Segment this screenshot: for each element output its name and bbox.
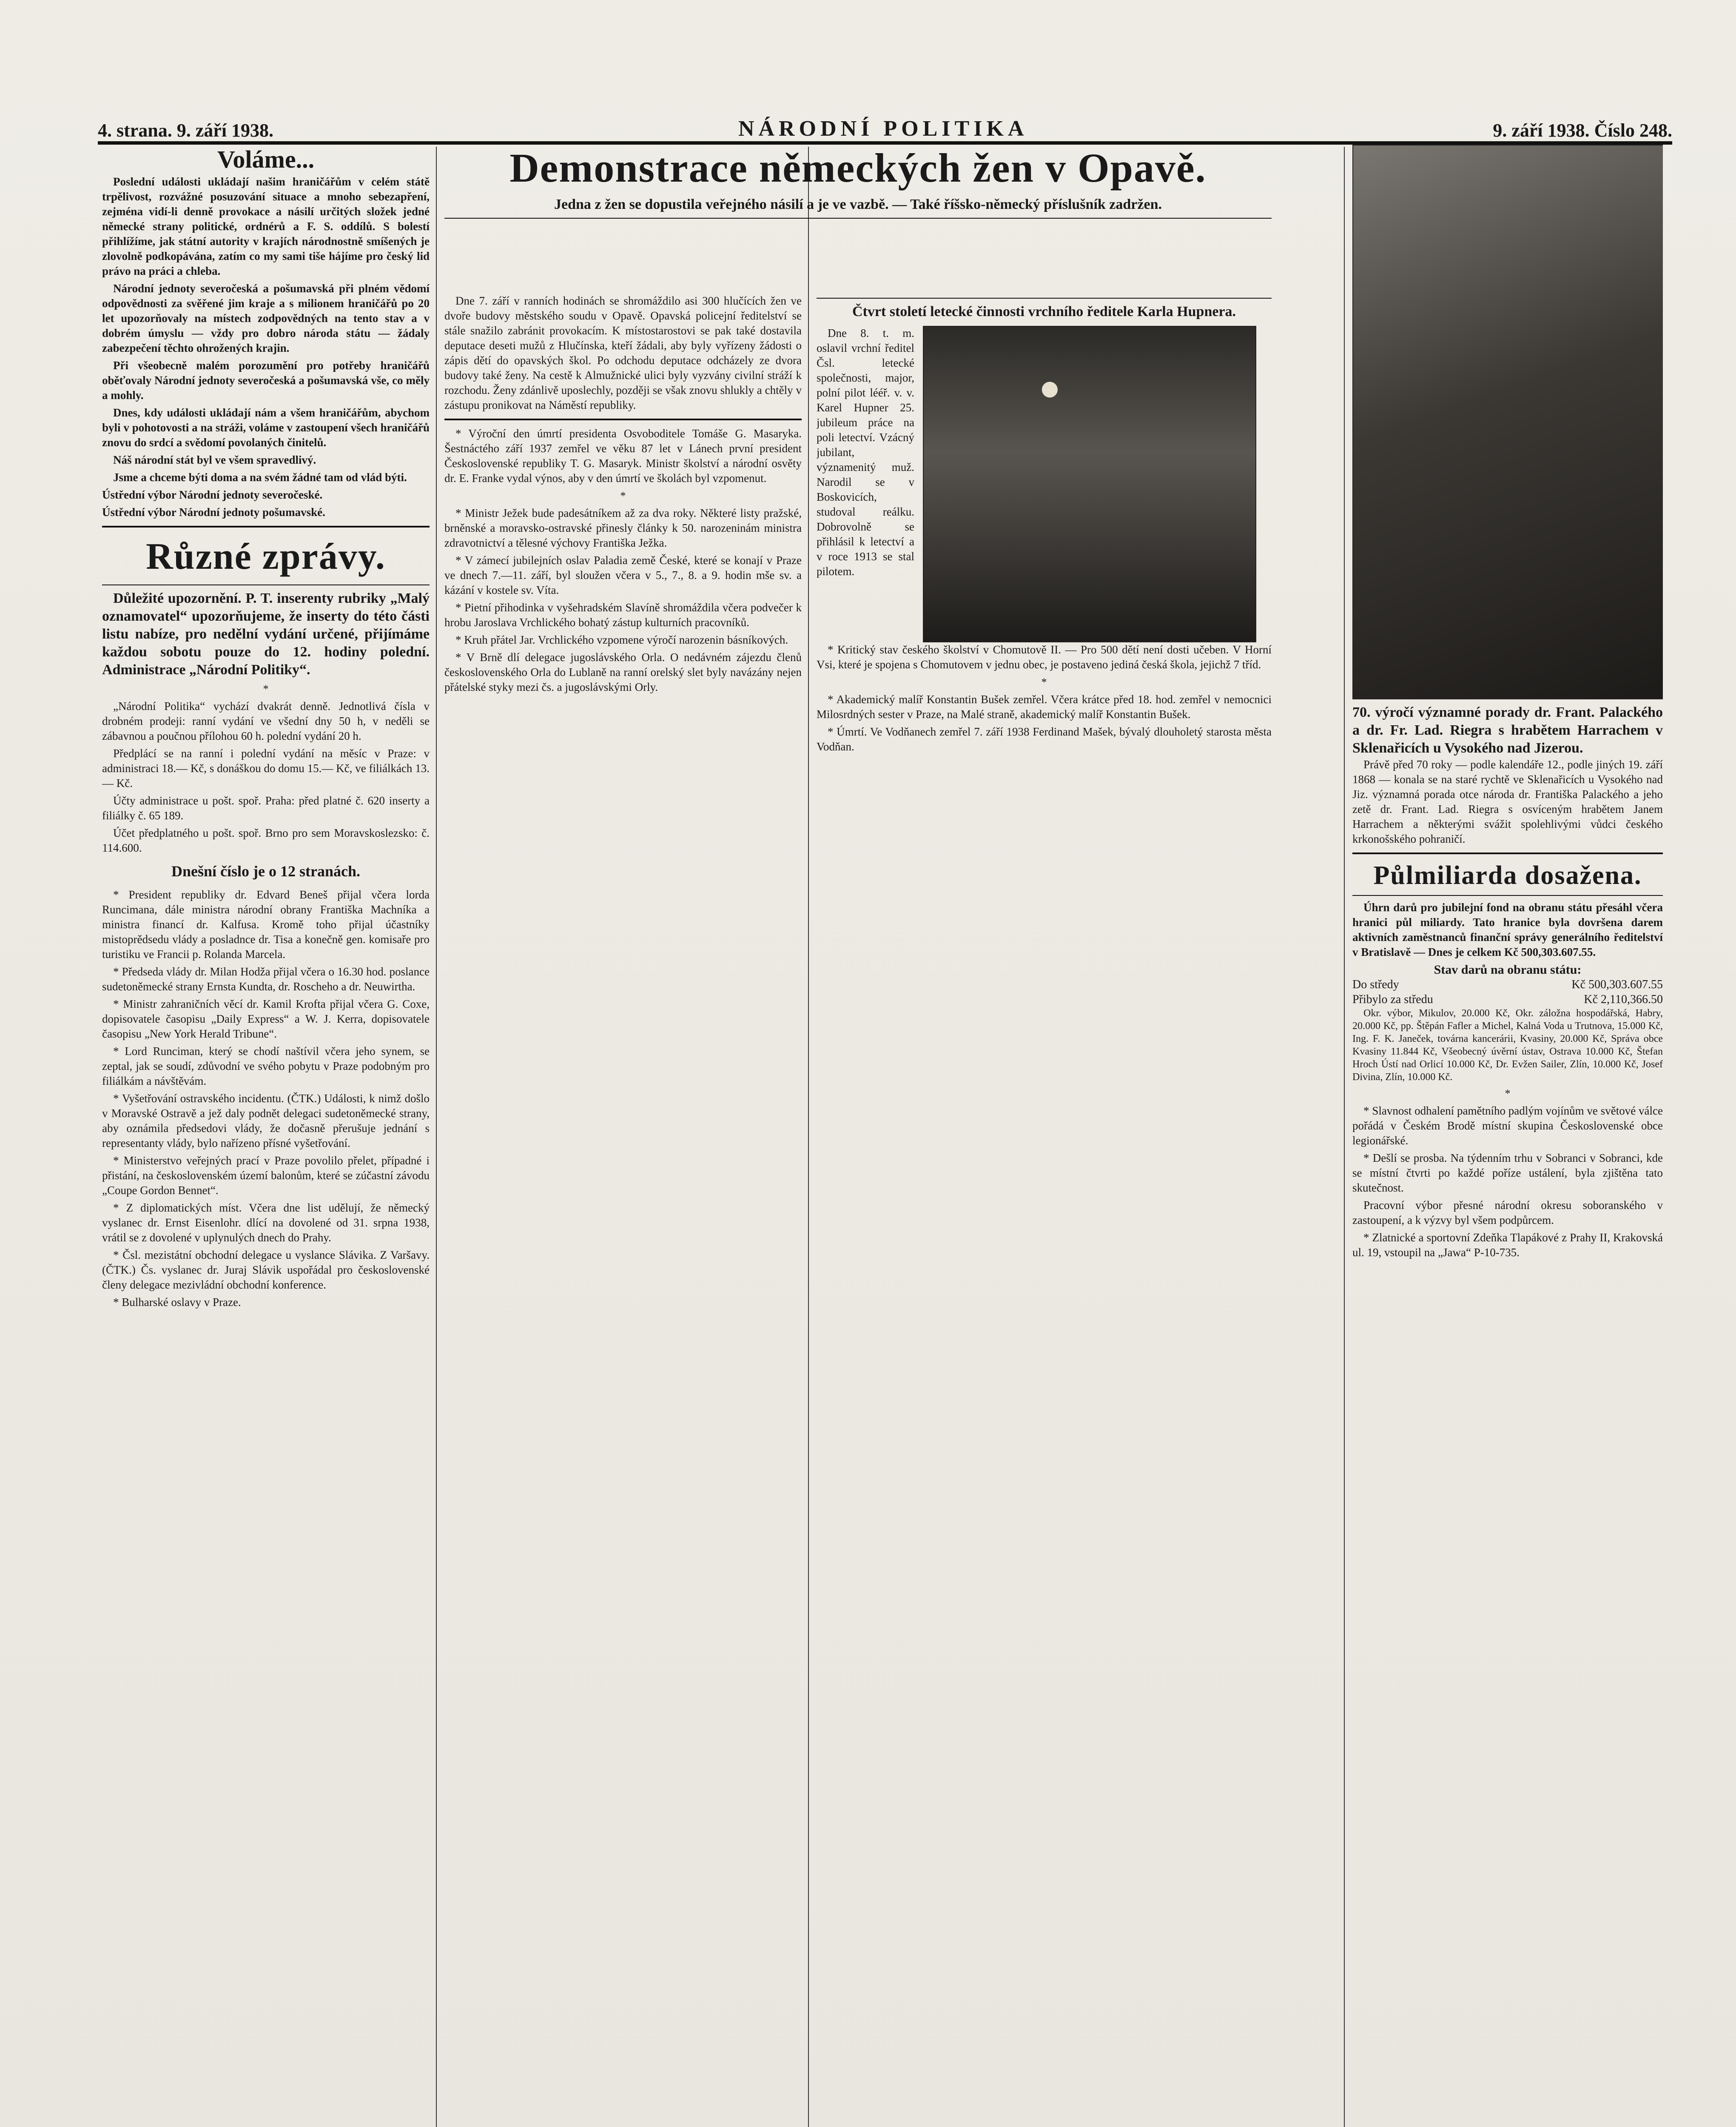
headline-block bbox=[444, 145, 1272, 223]
news-item: * Čsl. mezistátní obchodní delegace u vyslance Slávika. Z Varšavy. (ČTK.) Čs. vyslanec dr. Juraj Slávik uspořádal pro československé členy delegace mezivládní obchodní konference. bbox=[102, 1249, 430, 1291]
row-label: Přibylo za středu bbox=[1352, 993, 1433, 1006]
separator-star: * bbox=[263, 683, 269, 695]
paragraph: Náš národní stát byl ve všem spravedlivý. bbox=[113, 453, 316, 466]
donations-table-title: Stav darů na obranu státu: bbox=[1434, 963, 1582, 977]
section-title-ruzne-zpravy: Různé zprávy. bbox=[146, 536, 386, 577]
row-value: Kč 2,110,366.50 bbox=[1584, 993, 1663, 1006]
building-photo bbox=[1352, 145, 1663, 699]
news-item: * Kruh přátel Jar. Vrchlického vzpomene výročí narozenin básníkových. bbox=[455, 633, 788, 646]
news-item: Pracovní výbor přesné národní okresu soboranského v zastoupení, a k výzvy byl všem podpůrcem. bbox=[1352, 1199, 1663, 1226]
donations-list: Okr. výbor, Mikulov, 20.000 Kč, Okr. záložna hospodářská, Habry, 20.000 Kč, pp. Štěpán Fafler a Michel, Kalná Voda u Trutnova, 15.000 Kč, Ing. F. K. Janeček, továrna kancerárii, Kvasiny, 20.000 Kč, Správa obce Kvasiny 11.844 Kč, Všeobecný úvěrní ústav, Ostrava 10.000 Kč, Štefan Hroch Ústí nad Orlicí 10.000 Kč, Dr. Evžen Sailer, Zlín, 10.000 Kč, Josef Divina, Zlín, 10.000 Kč. bbox=[1352, 1008, 1663, 1083]
news-item: * V Brně dlí delegace jugoslávského Orla. O nedávném zájezdu členů československého Orla do Lublaně na ranní orelský slet byly navázány nejen přátelské styky mezi čs. a jugoslávskými Orly. bbox=[444, 651, 802, 693]
news-item: * V zámecí jubilejních oslav Paladia země České, které se konají v Praze ve dnech 7.—11. září, byl sloužen včera v 5., 7., 8. a 9. hodin mše sv. a kázání v kostele sv. Víta. bbox=[444, 554, 802, 596]
story-body: Právě před 70 roky — podle kalendáře 12., podle jiných 19. září 1868 — konala se na staré rychtě ve Sklenařicích u Vysokého nad Jiz. významná porada otce národa dr. Františka Palackého a jeho zetě dr. Frant. Lad. Riegra s osvíceným hrabětem Janem Harrachem a některými svážit spolehlivými vůdci českého krkonošského pohraničí. bbox=[1352, 758, 1663, 845]
news-item: * Lord Runciman, který se chodí naštívil včera jeho synem, se zeptal, jak se soudí, zdůvodní ve svého pobytu v Praze podobným pro filiálkám a návštěvám. bbox=[102, 1045, 430, 1087]
page-header bbox=[98, 111, 1672, 145]
divider bbox=[444, 218, 1272, 219]
column-divider bbox=[808, 147, 809, 2127]
news-item: * Výroční den úmrtí presidenta Osvoboditele Tomáše G. Masaryka. Šestnáctého září 1937 zemřel ve věku 87 let v Lánech první president Československé republiky T. G. Masaryk. Ministr školství a národní osvěty dr. E. Franke vydal výnos, aby v den úmrtí ve školách byl vzpomenut. bbox=[444, 427, 802, 485]
paragraph: Jsme a chceme býti doma a na svém žádné tam od vlád býti. bbox=[113, 471, 407, 484]
hupner-title: Čtvrt století letecké činnosti vrchního ředitele Karla Hupnera. bbox=[852, 304, 1236, 319]
donations-row bbox=[1352, 992, 1663, 1007]
row-value: Kč 500,303.607.55 bbox=[1571, 978, 1663, 991]
section-intro: Úhrn darů pro jubilejní fond na obranu státu přesáhl včera hranici půl miliardy. Tato hranice byla dovršena darem aktivních zaměstnanců finanční správy generálního ředitelství v Bratislavě — Dnes je celkem Kč 500,303.607.55. bbox=[1352, 901, 1663, 958]
news-item: * Vyšetřování ostravského incidentu. (ČTK.) Události, k nimž došlo v Moravské Ostravě a jež daly podnět delegaci sudetoněmecké strany, aby oznámila předsedovi vlády, že dočasně přerušuje jednání s representanty vlády, bylo nařízeno přísné vyšetřování. bbox=[102, 1092, 430, 1149]
main-headline: Demonstrace německých žen v Opavě. bbox=[509, 145, 1207, 191]
notice: Důležité upozornění. P. T. inserenty rubriky „Malý oznamovatel“ upozorňujeme, že inserty do této části listu nabíze, pro nedělní vydání určené, přijímáme každou sobotu pouze do 12. hodiny polední. Administrace „Národní Politiky“. bbox=[102, 590, 430, 678]
portrait-photo bbox=[923, 326, 1256, 642]
signature: Ústřední výbor Národní jednoty severočeské. bbox=[102, 488, 323, 501]
column-divider bbox=[436, 147, 437, 2127]
main-subheadline: Jedna z žen se dopustila veřejného násilí a je ve vazbě. — Také říšsko-německý příslušník zadržen. bbox=[554, 197, 1162, 212]
news-item: * Ministerstvo veřejných prací v Praze povolilo přelet, případné i přistání, na československém území balonům, které se zúčastní závodu „Coupe Gordon Bennet“. bbox=[102, 1154, 430, 1197]
hupner-text-left bbox=[817, 326, 914, 642]
row-label: Do středy bbox=[1352, 978, 1399, 991]
paragraph: Poslední události ukládají našim hraničářům v celém státě trpělivost, rozvážné posuzování situace a mnoho sebezapření, zejména vidí-li denně provokace a násilí určitých složek jedné německé strany politické, ordnérů a F. S. oddílů. S bolestí přihlížíme, jak státní autority v krajích národnostně smíšených je zlovolně podkopávána, zatím co my sami tiše hájíme pro český lid právo na práci a chleba. bbox=[102, 175, 430, 277]
divider bbox=[817, 298, 1272, 299]
news-item: * Z diplomatických míst. Včera dne list udělují, že německý vyslanec dr. Ernst Eisenlohr. dlící na dovolené od 31. srpna 1938, vrátil se z dovolené v uplynulých dnech do Prahy. bbox=[102, 1201, 430, 1244]
issue-pages-note: Dnešní číslo je o 12 stranách. bbox=[171, 863, 360, 880]
separator-star: * bbox=[620, 490, 626, 502]
photo-caption: 70. výročí významné porady dr. Frant. Palackého a dr. Fr. Lad. Riegra s hrabětem Harrachem v Sklenařicích u Vysokého nad Jizerou. bbox=[1352, 704, 1663, 756]
masthead: NÁRODNÍ POLITIKA bbox=[738, 117, 1028, 141]
news-item: * Slavnost odhalení pamětního padlým vojínům ve světové válce pořádá v Českém Brodě místní skupina Československé obce legionářské. bbox=[1352, 1104, 1663, 1147]
news-item: * Dešlí se prosba. Na týdenním trhu v Sobranci v Sobranci, kde se místní čtvrti po každé poříze ustálení, byla zjištěna tato skutečnost. bbox=[1352, 1152, 1663, 1194]
article-title-volame: Voláme... bbox=[217, 145, 315, 173]
column-1 bbox=[102, 145, 430, 2127]
news-item: * Ministr zahraničních věcí dr. Kamil Krofta přijal včera G. Coxe, dopisovatele časopisu „Daily Express“ a W. J. Kerra, dopisovatele časopisu „New York Herald Tribune“. bbox=[102, 998, 430, 1040]
column-2 bbox=[444, 294, 802, 2127]
news-item: * President republiky dr. Edvard Beneš přijal včera lorda Runcimana, dále ministra národní obrany Františka Machníka a ministra financí dr. Kalfusa. Kromě toho přijal účastníky mistoprědsedu vlády a posladnce dr. Tisa a konečně gen. komisaře pro turistiku ve Francii p. Rolanda Marcela. bbox=[102, 888, 430, 961]
hupner-article bbox=[817, 326, 1272, 642]
separator-star: * bbox=[1041, 676, 1047, 688]
divider bbox=[102, 584, 430, 585]
news-item: * Pietní přihodinka v vyšehradském Slavíně shromáždila včera podvečer k hrobu Jaroslava Vrchlického bohatý zástup kulturních pracovníků. bbox=[444, 601, 802, 629]
paragraph: Při všeobecně malém porozumění pro potřeby hraničářů oběťovaly Národní jednoty severočeská a pošumavská vše, co měly a mohly. bbox=[102, 359, 430, 402]
signature: Ústřední výbor Národní jednoty pošumavské. bbox=[102, 506, 325, 519]
news-item: * Akademický malíř Konstantin Bušek zemřel. Včera krátce před 18. hod. zemřel v nemocnici Milosrdných sester v Praze, na Malé straně, akademický malíř Konstantin Bušek. bbox=[817, 693, 1272, 721]
donations-row bbox=[1352, 977, 1663, 992]
column-divider bbox=[1344, 147, 1345, 2127]
story-body: Dne 8. t. m. oslavil vrchní ředitel Čsl. letecké společnosti, major, polní pilot lééř. v. v. Karel Hupner 25. jubileum práce na poli letectví. Vzácný jubilant, významenitý muž. Narodil se v Boskovicích, studoval reálku. Dobrovolně se přihlásil k letectví a v roce 1913 se stal pilotem. bbox=[817, 327, 914, 578]
news-item: * Kritický stav českého školství v Chomutově II. — Pro 500 dětí není dosti učeben. V Horní Vsi, které je spojena s Chomutovem v jednu obec, je postaveno jediná česká škola, jejichž 7 tříd. bbox=[817, 643, 1272, 671]
paragraph: Dnes, kdy události ukládají nám a všem hraničářům, abychom byli v pohotovosti a na stráži, voláme v zastoupení všech hraničářů znovu do srdcí a svědomí povolaných činitelů. bbox=[102, 406, 430, 449]
paragraph: Předplácí se na ranní i polední vydání na měsíc v Praze: v administraci 18.— Kč, s donáškou do domu 15.— Kč, ve filiálkách 13.— Kč. bbox=[102, 747, 430, 790]
paragraph: Národní jednoty severočeská a pošumavská při plném vědomí odpovědnosti za svěřené jim kraje a s milionem hraničářů po 20 let upozorňovaly na místech zodpovědných na tento stav a v dobrém úmyslu — vždy pro dobro národa státu — žádaly zabezpečení těchto ohrožených krajin. bbox=[102, 282, 430, 354]
news-item: * Předseda vlády dr. Milan Hodža přijal včera o 16.30 hod. poslance sudetoněmecké strany Ernsta Kundta, dr. Roscheho a dr. Neuwirtha. bbox=[102, 965, 430, 993]
paragraph: Účty administrace u pošt. spoř. Praha: před platné č. 620 inserty a filiálky č. 65 189. bbox=[102, 794, 430, 822]
separator-star: * bbox=[1505, 1087, 1511, 1100]
news-item: * Ministr Ježek bude padesátníkem až za dva roky. Některé listy pražské, brněnské a moravsko-ostravské přinesly články k 50. narozeninám ministra zdravotnictví a tělesné výchovy Františka Ježka. bbox=[444, 507, 802, 549]
news-item: * Úmrtí. Ve Vodňanech zemřel 7. září 1938 Ferdinand Mašek, bývalý dlouholetý starosta města Vodňan. bbox=[817, 725, 1272, 753]
divider bbox=[1352, 853, 1663, 854]
divider bbox=[444, 419, 802, 420]
header-date-left: 4. strana. 9. září 1938. bbox=[98, 120, 274, 141]
header-date-right: 9. září 1938. Číslo 248. bbox=[1493, 120, 1672, 141]
news-item: * Bulharské oslavy v Praze. bbox=[113, 1296, 241, 1309]
paragraph: Účet předplatného u pošt. spoř. Brno pro sem Moravskoslezsko: č. 114.600. bbox=[102, 827, 430, 854]
news-item: * Zlatnické a sportovní Zdeňka Tlapákové z Prahy II, Krakovská ul. 19, vstoupil na „Jawa“ P-10-735. bbox=[1352, 1231, 1663, 1259]
column-3 bbox=[817, 294, 1272, 2127]
column-4 bbox=[1352, 145, 1663, 2127]
divider bbox=[102, 526, 430, 527]
story-body: Dne 7. září v ranních hodinách se shromáždilo asi 300 hlučících žen ve dvoře budovy městského soudu v Opavě. Opavská policejní ředitelství se stále snažilo zabránit provokacím. K místostarostovi se pak také dostavila deputace deseti mužů z Hlučínska, kteří žádali, aby byly vyřízeny žádosti o zápis dětí do opavských škol. Po odchodu deputace odcházely ze dvora budovy také ženy. Na cestě k Almužnické ulici byly vyzvány civilní stráží k rozchodu. Ženy zdánlivě uposlechly, později se však znovu shlukly a chtěly v zástupu pronikovat na Náměstí republiky. bbox=[444, 294, 802, 411]
paragraph: „Národní Politika“ vychází dvakrát denně. Jednotlivá čísla v drobném prodeji: ranní vydání ve všední dny 50 h, v neděli se zábavnou a poučnou přílohou 60 h. polední vydání 20 h. bbox=[102, 700, 430, 742]
divider bbox=[1352, 895, 1663, 896]
section-title-pulmiliarda: Půlmiliarda dosažena. bbox=[1373, 861, 1642, 890]
